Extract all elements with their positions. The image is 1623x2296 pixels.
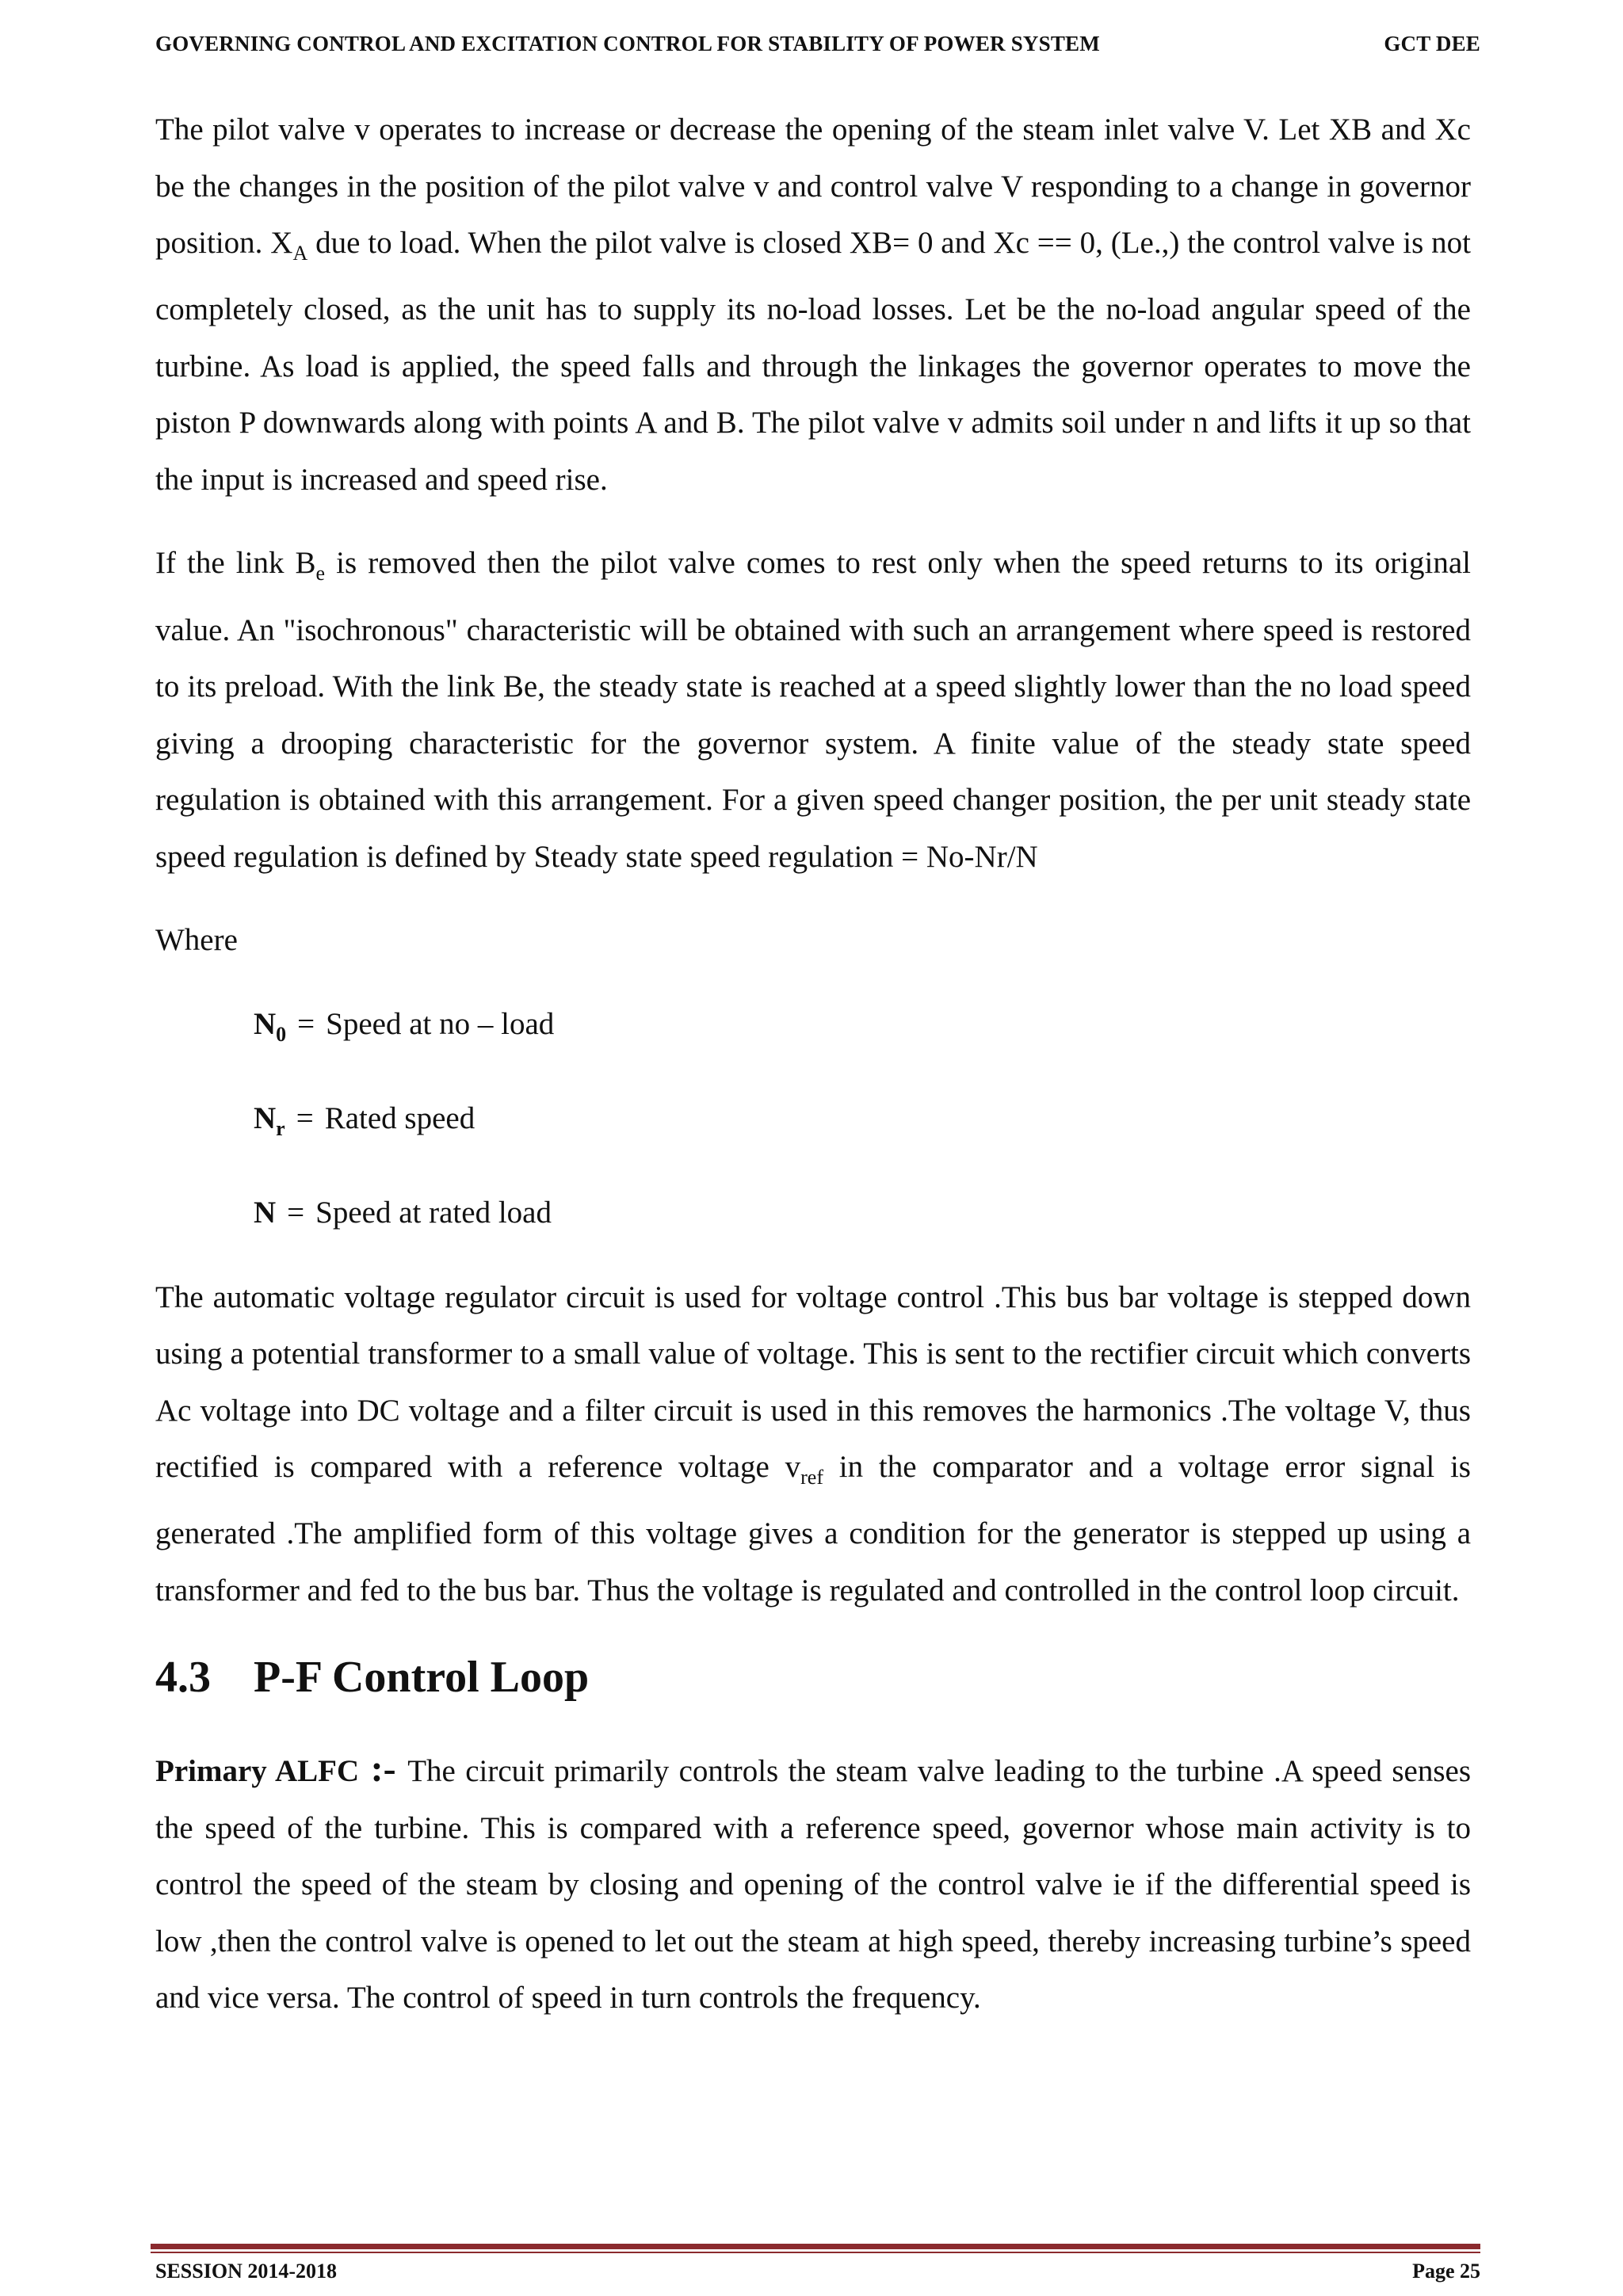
definition-text: Speed at rated load: [315, 1196, 552, 1230]
page-header: [155, 32, 1480, 56]
definition-no-load-speed: [254, 996, 1471, 1062]
paragraph-text: If the link B: [155, 546, 316, 581]
subscript: ref: [800, 1465, 823, 1489]
section-number: 4.3: [155, 1653, 211, 1703]
page-footer: [155, 2260, 1480, 2283]
definition-rated-speed: [254, 1090, 1471, 1157]
header-title: GOVERNING CONTROL AND EXCITATION CONTROL FOR STABILITY OF POWER SYSTEM: [155, 32, 1100, 55]
paragraph-text: The pilot valve v operates to increase or decrease the opening of the steam inlet valve V. Let XB and Xc be the changes in the position of the pilot valve v and control valve V responding to a change in governor position. X: [155, 113, 1471, 260]
page-body: [155, 101, 1471, 2054]
definition-subscript: 0: [276, 1022, 287, 1046]
paragraph-text: is removed then the pilot valve comes to rest only when the speed returns to its original value. An "isochronous" characteristic will be obtained with such an arrangement where speed is restored to its preload. With the link Be, the steady state is reached at a speed slightly lower than the no load speed giving a drooping characteristic for the governor system. A finite value of the steady state speed regulation is obtained with this arrangement. For a given speed changer position, the per unit steady state speed regulation is defined by Steady state speed regulation = No-Nr/N: [155, 546, 1471, 874]
equals-sign: =: [296, 1100, 314, 1135]
paragraph-avr: [155, 1269, 1471, 1619]
lead-term: Primary ALFC: [155, 1754, 360, 1789]
paragraph-lead: [155, 1748, 408, 1791]
definition-text: Rated speed: [324, 1100, 475, 1135]
paragraph-primary-alfc: [155, 1741, 1471, 2027]
paragraph-link-be: [155, 535, 1471, 885]
footer-rule-thin: [151, 2252, 1480, 2253]
footer-page-number: Page 25: [1412, 2260, 1480, 2283]
definition-symbol: N: [254, 1006, 277, 1041]
where-label: Where: [155, 923, 238, 958]
definition-symbol: N: [254, 1196, 277, 1230]
footer-session: SESSION 2014-2018: [155, 2260, 337, 2283]
definition-symbol: N: [254, 1100, 277, 1135]
equals-sign: =: [287, 1196, 305, 1230]
header-department: GCT DEE: [1384, 32, 1480, 55]
paragraph-pilot-valve: [155, 101, 1471, 508]
footer-rule: [151, 2244, 1480, 2249]
paragraph-text: in the comparator and a voltage error signal is generated .The amplified form of this voltage gives a condition for the generator is stepped up using a transformer and fed to the bus bar. Thus the voltage is regulated and controlled in the control loop circuit.: [155, 1450, 1471, 1608]
definition-rated-load-speed: [254, 1184, 1471, 1241]
paragraph-text: The automatic voltage regulator circuit is used for voltage control .This bus bar voltage is stepped down using a potential transformer to a small value of voltage. This is sent to the rectifier circuit which converts Ac voltage into DC voltage and a filter circuit is used in this removes the harmonics .The voltage V, thus rectified is compared with a reference voltage v: [155, 1280, 1471, 1485]
paragraph-text: The circuit primarily controls the steam valve leading to the turbine .A speed senses the speed of the turbine. This is compared with a reference speed, governor whose main activity is to control the speed of the steam by closing and opening of the control valve ie if the differential speed is low ,then the control valve is opened to let out the steam at high speed, thereby increasing turbine’s speed and vice versa. The control of speed in turn controls the frequency.: [155, 1754, 1472, 2016]
definition-text: Speed at no – load: [326, 1006, 555, 1041]
equals-sign: =: [297, 1006, 315, 1041]
subscript: A: [292, 241, 308, 265]
section-title: P-F Control Loop: [254, 1653, 590, 1703]
subscript: e: [315, 562, 326, 585]
section-heading: [155, 1646, 1471, 1709]
paragraph-text: due to load. When the pilot valve is closed XB= 0 and Xc == 0, (Le.,) the control valve is not completely closed, as the unit has to supply its no-load losses. Let be the no-load angular speed of the turbine. As load is applied, the speed falls and through the linkages the governor operates to move the piston P downwards along with points A and B. The pilot valve v admits soil under n and lifts it up so that the input is increased and speed rise.: [155, 226, 1471, 497]
definition-subscript: r: [276, 1116, 285, 1140]
lead-separator: :-: [359, 1748, 408, 1791]
